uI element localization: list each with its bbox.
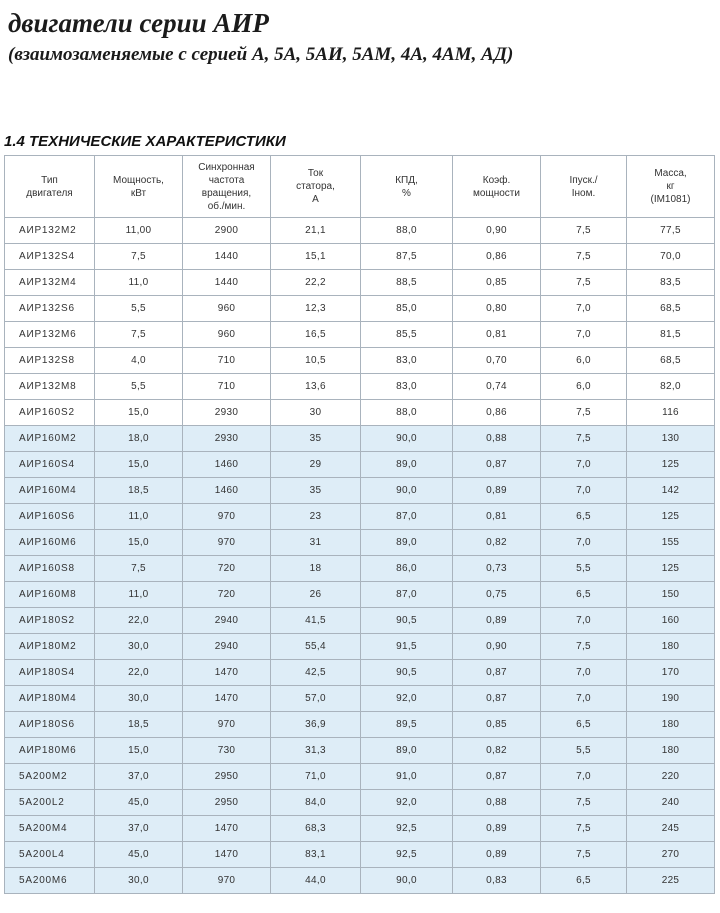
sync-speed-cell: 2930 xyxy=(183,400,271,426)
power-cell: 30,0 xyxy=(95,686,183,712)
table-row xyxy=(5,634,715,660)
power-cell: 18,5 xyxy=(95,478,183,504)
start-current-ratio-cell: 5,5 xyxy=(541,556,627,582)
power-cell: 45,0 xyxy=(95,790,183,816)
header-power-factor xyxy=(453,156,541,218)
start-current-ratio-cell: 7,0 xyxy=(541,478,627,504)
power-factor-cell: 0,89 xyxy=(453,816,541,842)
motor-type-cell: 5А200L4 xyxy=(5,842,95,868)
motor-type-cell: 5А200L2 xyxy=(5,790,95,816)
efficiency-cell: 87,5 xyxy=(361,244,453,270)
header-text-line: Ток xyxy=(307,168,324,179)
stator-current-cell: 35 xyxy=(271,478,361,504)
mass-cell: 68,5 xyxy=(627,296,715,322)
header-sync-speed xyxy=(183,156,271,218)
power-cell: 22,0 xyxy=(95,608,183,634)
sync-speed-cell: 970 xyxy=(183,868,271,894)
motor-type-cell: АИР180S6 xyxy=(5,712,95,738)
motor-type-cell: 5А200М6 xyxy=(5,868,95,894)
power-factor-cell: 0,81 xyxy=(453,322,541,348)
table-row xyxy=(5,478,715,504)
stator-current-cell: 71,0 xyxy=(271,764,361,790)
start-current-ratio-cell: 7,5 xyxy=(541,218,627,244)
start-current-ratio-cell: 5,5 xyxy=(541,738,627,764)
power-cell: 11,00 xyxy=(95,218,183,244)
efficiency-cell: 86,0 xyxy=(361,556,453,582)
power-factor-cell: 0,82 xyxy=(453,738,541,764)
motor-type-cell: АИР180М6 xyxy=(5,738,95,764)
stator-current-cell: 44,0 xyxy=(271,868,361,894)
motor-type-cell: АИР160S2 xyxy=(5,400,95,426)
table-row xyxy=(5,582,715,608)
stator-current-cell: 36,9 xyxy=(271,712,361,738)
efficiency-cell: 90,0 xyxy=(361,478,453,504)
motor-type-cell: АИР160S8 xyxy=(5,556,95,582)
table-row xyxy=(5,504,715,530)
motor-type-cell: 5А200М2 xyxy=(5,764,95,790)
header-text-line: Iпуск./ xyxy=(569,174,598,186)
header-text-line: Коэф. xyxy=(482,174,511,186)
stator-current-cell: 29 xyxy=(271,452,361,478)
header-text-line: двигателя xyxy=(26,187,73,199)
stator-current-cell: 42,5 xyxy=(271,660,361,686)
stator-current-cell: 22,2 xyxy=(271,270,361,296)
motor-type-cell: АИР160М4 xyxy=(5,478,95,504)
header-efficiency xyxy=(361,156,453,218)
sync-speed-cell: 2940 xyxy=(183,608,271,634)
mass-cell: 180 xyxy=(627,712,715,738)
power-factor-cell: 0,87 xyxy=(453,764,541,790)
header-text-line: кг xyxy=(666,181,675,192)
table-row xyxy=(5,530,715,556)
sync-speed-cell: 720 xyxy=(183,556,271,582)
sync-speed-cell: 730 xyxy=(183,738,271,764)
table-row xyxy=(5,816,715,842)
header-text-line: КПД, xyxy=(395,174,418,186)
motor-type-cell: АИР132S6 xyxy=(5,296,95,322)
header-text-line: А xyxy=(312,194,319,205)
mass-cell: 225 xyxy=(627,868,715,894)
power-factor-cell: 0,86 xyxy=(453,400,541,426)
mass-cell: 170 xyxy=(627,660,715,686)
start-current-ratio-cell: 7,0 xyxy=(541,660,627,686)
table-row xyxy=(5,426,715,452)
sync-speed-cell: 1470 xyxy=(183,660,271,686)
mass-cell: 190 xyxy=(627,686,715,712)
specs-table xyxy=(4,155,715,894)
mass-cell: 77,5 xyxy=(627,218,715,244)
motor-type-cell: АИР160М2 xyxy=(5,426,95,452)
start-current-ratio-cell: 6,0 xyxy=(541,374,627,400)
table-header xyxy=(5,156,715,218)
start-current-ratio-cell: 6,5 xyxy=(541,504,627,530)
power-cell: 18,5 xyxy=(95,712,183,738)
stator-current-cell: 15,1 xyxy=(271,244,361,270)
efficiency-cell: 90,0 xyxy=(361,868,453,894)
table-row xyxy=(5,686,715,712)
start-current-ratio-cell: 7,5 xyxy=(541,270,627,296)
mass-cell: 81,5 xyxy=(627,322,715,348)
power-cell: 37,0 xyxy=(95,764,183,790)
table-row xyxy=(5,218,715,244)
efficiency-cell: 89,5 xyxy=(361,712,453,738)
start-current-ratio-cell: 7,5 xyxy=(541,842,627,868)
sync-speed-cell: 1440 xyxy=(183,270,271,296)
start-current-ratio-cell: 7,0 xyxy=(541,452,627,478)
efficiency-cell: 85,5 xyxy=(361,322,453,348)
sync-speed-cell: 1460 xyxy=(183,478,271,504)
efficiency-cell: 92,0 xyxy=(361,790,453,816)
power-factor-cell: 0,87 xyxy=(453,660,541,686)
power-factor-cell: 0,87 xyxy=(453,686,541,712)
start-current-ratio-cell: 7,0 xyxy=(541,764,627,790)
table-body xyxy=(5,218,715,894)
sync-speed-cell: 1440 xyxy=(183,244,271,270)
table-row xyxy=(5,608,715,634)
page-title: двигатели серии АИР xyxy=(8,8,269,38)
header-type xyxy=(5,156,95,218)
power-factor-cell: 0,80 xyxy=(453,296,541,322)
efficiency-cell: 87,0 xyxy=(361,504,453,530)
section-title: 1.4 ТЕХНИЧЕСКИЕ ХАРАКТЕРИСТИКИ xyxy=(4,133,286,150)
header-text-line: Синхронная xyxy=(198,161,255,173)
sync-speed-cell: 960 xyxy=(183,296,271,322)
header-text-line: вращения, xyxy=(201,187,252,199)
sync-speed-cell: 2930 xyxy=(183,426,271,452)
mass-cell: 68,5 xyxy=(627,348,715,374)
mass-cell: 116 xyxy=(627,400,715,426)
sync-speed-cell: 970 xyxy=(183,530,271,556)
stator-current-cell: 31 xyxy=(271,530,361,556)
header-row xyxy=(5,156,715,218)
efficiency-cell: 90,5 xyxy=(361,608,453,634)
start-current-ratio-cell: 7,0 xyxy=(541,608,627,634)
mass-cell: 125 xyxy=(627,504,715,530)
power-cell: 15,0 xyxy=(95,738,183,764)
efficiency-cell: 89,0 xyxy=(361,738,453,764)
table-row xyxy=(5,712,715,738)
power-cell: 15,0 xyxy=(95,530,183,556)
power-factor-cell: 0,85 xyxy=(453,270,541,296)
stator-current-cell: 84,0 xyxy=(271,790,361,816)
power-factor-cell: 0,86 xyxy=(453,244,541,270)
efficiency-cell: 83,0 xyxy=(361,348,453,374)
efficiency-cell: 92,5 xyxy=(361,842,453,868)
efficiency-cell: 89,0 xyxy=(361,530,453,556)
power-cell: 15,0 xyxy=(95,400,183,426)
power-cell: 37,0 xyxy=(95,816,183,842)
stator-current-cell: 16,5 xyxy=(271,322,361,348)
header-text-line: Iном. xyxy=(571,187,596,199)
start-current-ratio-cell: 7,0 xyxy=(541,530,627,556)
table-row xyxy=(5,452,715,478)
sync-speed-cell: 2900 xyxy=(183,218,271,244)
table-row xyxy=(5,322,715,348)
efficiency-cell: 87,0 xyxy=(361,582,453,608)
mass-cell: 125 xyxy=(627,556,715,582)
stator-current-cell: 83,1 xyxy=(271,842,361,868)
power-factor-cell: 0,89 xyxy=(453,842,541,868)
power-cell: 7,5 xyxy=(95,322,183,348)
power-cell: 11,0 xyxy=(95,270,183,296)
power-cell: 30,0 xyxy=(95,634,183,660)
motor-type-cell: АИР180М2 xyxy=(5,634,95,660)
stator-current-cell: 68,3 xyxy=(271,816,361,842)
mass-cell: 240 xyxy=(627,790,715,816)
header-text-line: Мощность, xyxy=(113,174,164,186)
header-text-line: % xyxy=(402,187,411,199)
efficiency-cell: 92,5 xyxy=(361,816,453,842)
stator-current-cell: 57,0 xyxy=(271,686,361,712)
power-cell: 15,0 xyxy=(95,452,183,478)
mass-cell: 220 xyxy=(627,764,715,790)
stator-current-cell: 21,1 xyxy=(271,218,361,244)
header-text-line: частота xyxy=(208,174,245,186)
table-row xyxy=(5,348,715,374)
stator-current-cell: 13,6 xyxy=(271,374,361,400)
start-current-ratio-cell: 6,5 xyxy=(541,868,627,894)
sync-speed-cell: 1470 xyxy=(183,842,271,868)
mass-cell: 142 xyxy=(627,478,715,504)
efficiency-cell: 92,0 xyxy=(361,686,453,712)
table-row xyxy=(5,660,715,686)
table-row xyxy=(5,400,715,426)
start-current-ratio-cell: 7,5 xyxy=(541,400,627,426)
mass-cell: 70,0 xyxy=(627,244,715,270)
header-text-line: статора, xyxy=(296,181,335,192)
motor-type-cell: АИР160S4 xyxy=(5,452,95,478)
table-row xyxy=(5,738,715,764)
stator-current-cell: 23 xyxy=(271,504,361,530)
motor-type-cell: 5А200М4 xyxy=(5,816,95,842)
table-row xyxy=(5,868,715,894)
mass-cell: 155 xyxy=(627,530,715,556)
power-cell: 45,0 xyxy=(95,842,183,868)
efficiency-cell: 90,0 xyxy=(361,426,453,452)
power-factor-cell: 0,75 xyxy=(453,582,541,608)
power-factor-cell: 0,85 xyxy=(453,712,541,738)
table-row xyxy=(5,842,715,868)
motor-type-cell: АИР132М6 xyxy=(5,322,95,348)
mass-cell: 150 xyxy=(627,582,715,608)
table-row xyxy=(5,790,715,816)
power-cell: 7,5 xyxy=(95,556,183,582)
start-current-ratio-cell: 7,5 xyxy=(541,816,627,842)
motor-type-cell: АИР160М6 xyxy=(5,530,95,556)
motor-type-cell: АИР180S4 xyxy=(5,660,95,686)
power-cell: 18,0 xyxy=(95,426,183,452)
motor-type-cell: АИР132М8 xyxy=(5,374,95,400)
mass-cell: 180 xyxy=(627,738,715,764)
header-text-line: об./мин. xyxy=(207,200,246,212)
sync-speed-cell: 1470 xyxy=(183,816,271,842)
efficiency-cell: 83,0 xyxy=(361,374,453,400)
power-factor-cell: 0,88 xyxy=(453,426,541,452)
sync-speed-cell: 710 xyxy=(183,374,271,400)
mass-cell: 130 xyxy=(627,426,715,452)
header-text-line: мощности xyxy=(473,187,520,199)
power-factor-cell: 0,82 xyxy=(453,530,541,556)
mass-cell: 245 xyxy=(627,816,715,842)
stator-current-cell: 10,5 xyxy=(271,348,361,374)
stator-current-cell: 30 xyxy=(271,400,361,426)
efficiency-cell: 88,0 xyxy=(361,218,453,244)
power-factor-cell: 0,73 xyxy=(453,556,541,582)
efficiency-cell: 91,5 xyxy=(361,634,453,660)
header-text-line: кВт xyxy=(130,187,147,199)
sync-speed-cell: 970 xyxy=(183,712,271,738)
sync-speed-cell: 1460 xyxy=(183,452,271,478)
header-text-line: Масса, xyxy=(654,168,687,179)
sync-speed-cell: 2950 xyxy=(183,790,271,816)
power-factor-cell: 0,70 xyxy=(453,348,541,374)
mass-cell: 125 xyxy=(627,452,715,478)
power-cell: 5,5 xyxy=(95,374,183,400)
sync-speed-cell: 2940 xyxy=(183,634,271,660)
stator-current-cell: 31,3 xyxy=(271,738,361,764)
power-cell: 7,5 xyxy=(95,244,183,270)
header-stator-current xyxy=(271,156,361,218)
table-row xyxy=(5,244,715,270)
mass-cell: 270 xyxy=(627,842,715,868)
power-factor-cell: 0,89 xyxy=(453,608,541,634)
start-current-ratio-cell: 7,5 xyxy=(541,426,627,452)
header-text-line: Тип xyxy=(41,174,58,186)
power-cell: 30,0 xyxy=(95,868,183,894)
efficiency-cell: 91,0 xyxy=(361,764,453,790)
mass-cell: 83,5 xyxy=(627,270,715,296)
stator-current-cell: 26 xyxy=(271,582,361,608)
header-power xyxy=(95,156,183,218)
table-row xyxy=(5,270,715,296)
power-cell: 11,0 xyxy=(95,582,183,608)
stator-current-cell: 41,5 xyxy=(271,608,361,634)
table-row xyxy=(5,374,715,400)
motor-type-cell: АИР132М2 xyxy=(5,218,95,244)
table-row xyxy=(5,296,715,322)
motor-type-cell: АИР180М4 xyxy=(5,686,95,712)
power-factor-cell: 0,87 xyxy=(453,452,541,478)
efficiency-cell: 89,0 xyxy=(361,452,453,478)
efficiency-cell: 88,0 xyxy=(361,400,453,426)
start-current-ratio-cell: 7,0 xyxy=(541,322,627,348)
start-current-ratio-cell: 6,5 xyxy=(541,712,627,738)
mass-cell: 160 xyxy=(627,608,715,634)
power-factor-cell: 0,89 xyxy=(453,478,541,504)
start-current-ratio-cell: 6,5 xyxy=(541,582,627,608)
power-cell: 11,0 xyxy=(95,504,183,530)
power-factor-cell: 0,81 xyxy=(453,504,541,530)
start-current-ratio-cell: 7,5 xyxy=(541,634,627,660)
power-cell: 22,0 xyxy=(95,660,183,686)
start-current-ratio-cell: 6,0 xyxy=(541,348,627,374)
power-factor-cell: 0,90 xyxy=(453,634,541,660)
mass-cell: 180 xyxy=(627,634,715,660)
sync-speed-cell: 720 xyxy=(183,582,271,608)
sync-speed-cell: 970 xyxy=(183,504,271,530)
power-cell: 4,0 xyxy=(95,348,183,374)
power-factor-cell: 0,90 xyxy=(453,218,541,244)
motor-type-cell: АИР132М4 xyxy=(5,270,95,296)
efficiency-cell: 88,5 xyxy=(361,270,453,296)
power-factor-cell: 0,88 xyxy=(453,790,541,816)
motor-type-cell: АИР132S4 xyxy=(5,244,95,270)
sync-speed-cell: 2950 xyxy=(183,764,271,790)
stator-current-cell: 18 xyxy=(271,556,361,582)
sync-speed-cell: 1470 xyxy=(183,686,271,712)
start-current-ratio-cell: 7,5 xyxy=(541,790,627,816)
start-current-ratio-cell: 7,0 xyxy=(541,686,627,712)
table-row xyxy=(5,556,715,582)
header-mass xyxy=(627,156,715,218)
page-subtitle: (взаимозаменяемые с серией А, 5А, 5АИ, 5АМ, 4А, 4АМ, АД) xyxy=(8,44,514,65)
power-factor-cell: 0,83 xyxy=(453,868,541,894)
table-row xyxy=(5,764,715,790)
motor-type-cell: АИР180S2 xyxy=(5,608,95,634)
power-factor-cell: 0,74 xyxy=(453,374,541,400)
stator-current-cell: 12,3 xyxy=(271,296,361,322)
stator-current-cell: 55,4 xyxy=(271,634,361,660)
sync-speed-cell: 960 xyxy=(183,322,271,348)
stator-current-cell: 35 xyxy=(271,426,361,452)
motor-type-cell: АИР160М8 xyxy=(5,582,95,608)
efficiency-cell: 90,5 xyxy=(361,660,453,686)
start-current-ratio-cell: 7,5 xyxy=(541,244,627,270)
mass-cell: 82,0 xyxy=(627,374,715,400)
start-current-ratio-cell: 7,0 xyxy=(541,296,627,322)
motor-type-cell: АИР132S8 xyxy=(5,348,95,374)
power-cell: 5,5 xyxy=(95,296,183,322)
sync-speed-cell: 710 xyxy=(183,348,271,374)
motor-type-cell: АИР160S6 xyxy=(5,504,95,530)
header-start-current-ratio xyxy=(541,156,627,218)
header-text-line: (IM1081) xyxy=(650,194,691,205)
efficiency-cell: 85,0 xyxy=(361,296,453,322)
